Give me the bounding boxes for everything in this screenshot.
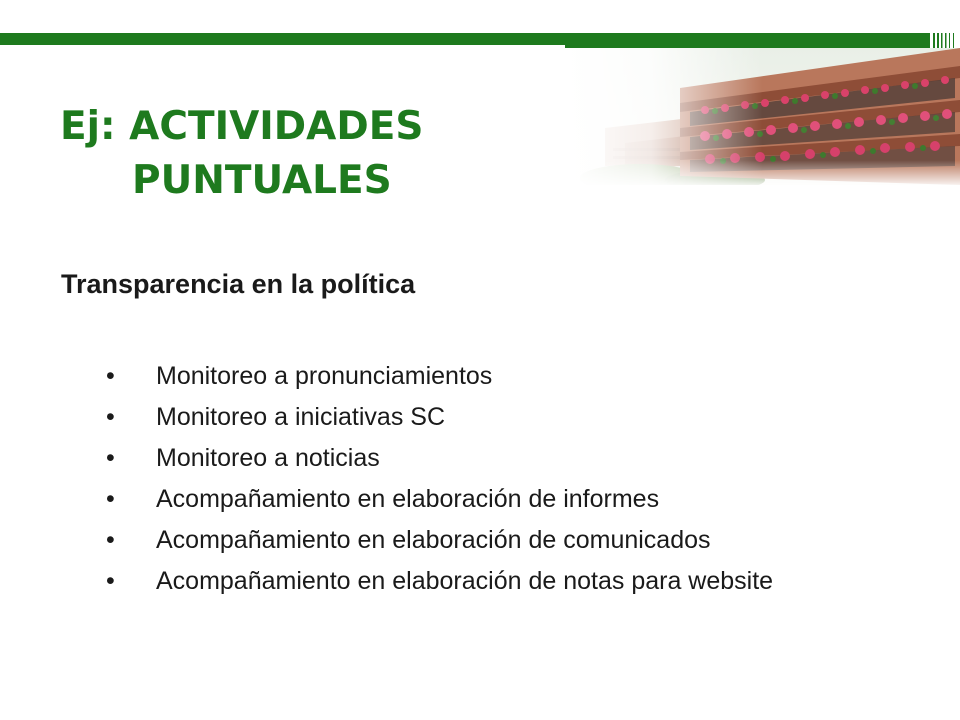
bullet-list	[106, 356, 934, 602]
building-photo-image	[565, 48, 960, 185]
slide-title-line1: Ej: ACTIVIDADES	[60, 104, 424, 149]
slide-title	[60, 100, 423, 208]
header-stripes-decoration	[928, 33, 960, 48]
bullet-dot-icon: •	[106, 403, 115, 431]
list-item-text: Acompañamiento en elaboración de comunicados	[156, 526, 711, 554]
list-item	[106, 561, 934, 602]
bullet-dot-icon: •	[106, 485, 115, 513]
header-photo	[565, 48, 960, 185]
slide-title-line2: PUNTUALES	[132, 158, 392, 203]
bullet-dot-icon: •	[106, 362, 115, 390]
list-item	[106, 479, 934, 520]
bullet-dot-icon: •	[106, 526, 115, 554]
list-item	[106, 520, 934, 561]
list-item-text: Monitoreo a noticias	[156, 444, 380, 472]
bullet-dot-icon: •	[106, 567, 115, 595]
section-subheading: Transparencia en la política	[61, 269, 416, 299]
list-item-text: Acompañamiento en elaboración de informes	[156, 485, 660, 513]
list-item	[106, 356, 934, 397]
list-item-text: Monitoreo a pronunciamientos	[156, 362, 493, 390]
bullet-dot-icon: •	[106, 444, 115, 472]
list-item	[106, 397, 934, 438]
list-item-text: Monitoreo a iniciativas SC	[156, 403, 446, 431]
list-item	[106, 438, 934, 479]
header-green-bar	[0, 33, 938, 45]
list-item-text: Acompañamiento en elaboración de notas para website	[156, 567, 774, 595]
